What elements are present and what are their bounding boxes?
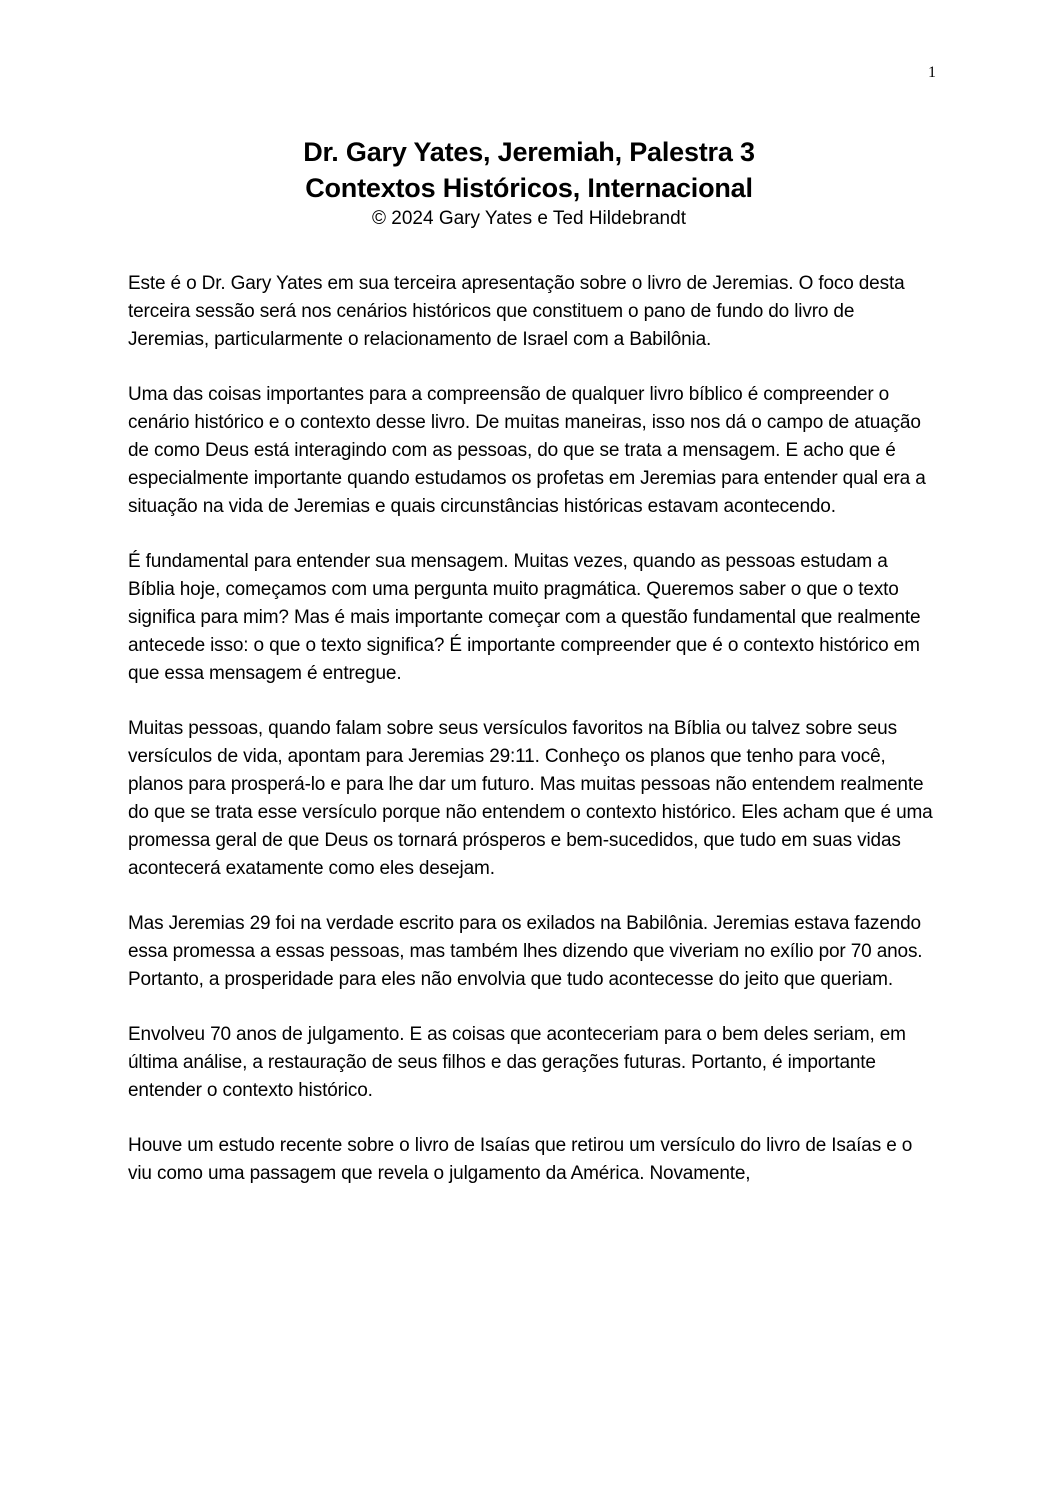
copyright-notice: © 2024 Gary Yates e Ted Hildebrandt — [372, 208, 686, 229]
document-title-line-1: Dr. Gary Yates, Jeremiah, Palestra 3 — [303, 137, 755, 167]
document-title-line-2: Contextos Históricos, Internacional — [305, 173, 753, 203]
paragraph: Mas Jeremias 29 foi na verdade escrito para os exilados na Babilônia. Jeremias estava fazendo essa promessa a essas pessoas, mas também lhes dizendo que viveriam no exílio por 70 anos. Portanto, a prosperidade para eles não envolvia que tudo acontecesse do jeito que queriam. — [128, 913, 923, 990]
page-number: 1 — [928, 64, 936, 81]
paragraph: Muitas pessoas, quando falam sobre seus versículos favoritos na Bíblia ou talvez sobre seus versículos de vida, apontam para Jeremias 29:11. Conheço os planos que tenho para você, planos para prosperá-lo e para lhe dar um futuro. Mas muitas pessoas não entendem realmente do que se trata esse versículo porque não entendem o contexto histórico. Eles acham que é uma promessa geral de que Deus os tornará prósperos e bem-sucedidos, que tudo em suas vidas acontecerá exatamente como eles desejam. — [128, 718, 933, 879]
paragraph: Houve um estudo recente sobre o livro de Isaías que retirou um versículo do livro de Isaías e o viu como uma passagem que revela o julgamento da América. Novamente, — [128, 1135, 913, 1184]
paragraph: É fundamental para entender sua mensagem. Muitas vezes, quando as pessoas estudam a Bíblia hoje, começamos com uma pergunta muito pragmática. Queremos saber o que o texto significa para mim? Mas é mais importante começar com a questão fundamental que realmente antecede isso: o que o texto significa? É importante compreender que é o contexto histórico em que essa mensagem é entregue. — [128, 551, 921, 684]
paragraph: Uma das coisas importantes para a compreensão de qualquer livro bíblico é compreender o cenário histórico e o contexto desse livro. De muitas maneiras, isso nos dá o campo de atuação de como Deus está interagindo com as pessoas, do que se trata a mensagem. E acho que é especialmente importante quando estudamos os profetas em Jeremias para entender qual era a situação na vida de Jeremias e quais circunstâncias históricas estavam acontecendo. — [128, 384, 926, 517]
document-header — [0, 134, 1058, 232]
document-body — [128, 270, 934, 1215]
paragraph: Envolveu 70 anos de julgamento. E as coisas que aconteceriam para o bem deles seriam, em última análise, a restauração de seus filhos e das gerações futuras. Portanto, é importante entender o contexto histórico. — [128, 1024, 906, 1101]
paragraph: Este é o Dr. Gary Yates em sua terceira apresentação sobre o livro de Jeremias. O foco desta terceira sessão será nos cenários históricos que constituem o pano de fundo do livro de Jeremias, particularmente o relacionamento de Israel com a Babilônia. — [128, 273, 905, 350]
